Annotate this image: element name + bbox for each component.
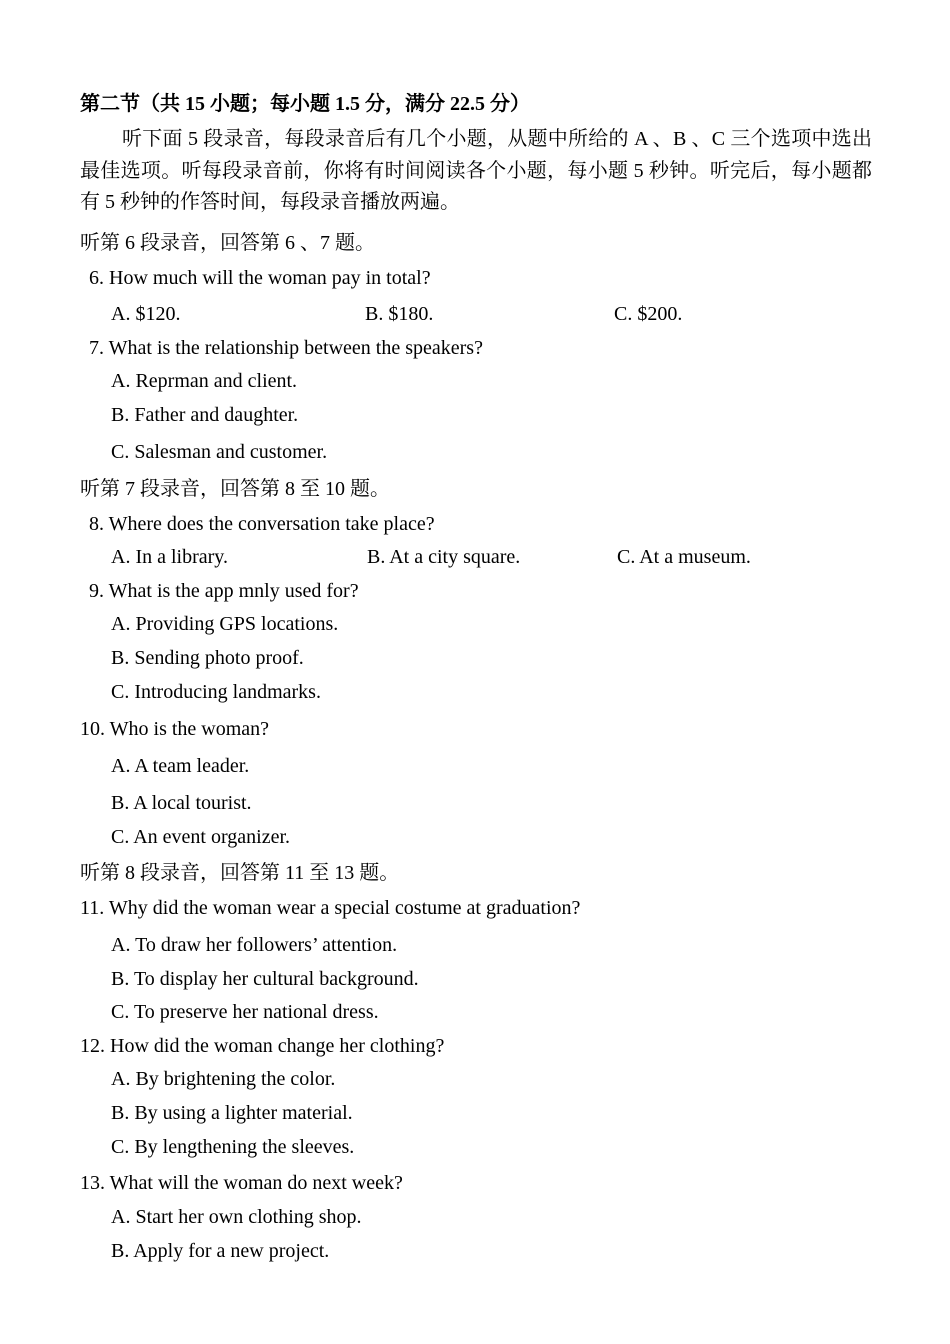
answer-option: B. Apply for a new project. — [111, 1240, 330, 1262]
passage-label: 听第 6 段录音，回答第 6 、7 题。 — [80, 232, 375, 254]
answer-option: B. At a city square. — [367, 546, 521, 568]
answer-option: A. To draw her followers’ attention. — [111, 934, 398, 956]
answer-option: B. By using a lighter material. — [111, 1102, 353, 1124]
answer-option: A. In a library. — [111, 546, 228, 568]
answer-option: C. Salesman and customer. — [111, 441, 328, 463]
question-stem: 10. Who is the woman? — [80, 718, 270, 740]
answer-option: B. Sending photo proof. — [111, 647, 304, 669]
answer-option: C. Introducing landmarks. — [111, 681, 321, 703]
question-stem: 11. Why did the woman wear a special costume at graduation? — [80, 897, 581, 919]
passage-label: 听第 7 段录音，回答第 8 至 10 题。 — [80, 478, 390, 500]
answer-option: A. A team leader. — [111, 755, 250, 777]
answer-option: A. By brightening the color. — [111, 1068, 336, 1090]
answer-option: B. $180. — [365, 303, 434, 325]
question-stem: 6. How much will the woman pay in total? — [89, 267, 431, 289]
answer-option: C. At a museum. — [617, 546, 751, 568]
answer-option: A. Start her own clothing shop. — [111, 1206, 362, 1228]
answer-option: C. An event organizer. — [111, 826, 291, 848]
question-stem: 8. Where does the conversation take place? — [89, 513, 435, 535]
question-stem: 9. What is the app mnly used for? — [89, 580, 359, 602]
answer-option: C. $200. — [614, 303, 683, 325]
answer-option: B. To display her cultural background. — [111, 968, 419, 990]
passage-label: 听第 8 段录音，回答第 11 至 13 题。 — [80, 862, 400, 884]
answer-option: C. To preserve her national dress. — [111, 1001, 379, 1023]
answer-option: C. By lengthening the sleeves. — [111, 1136, 355, 1158]
question-stem: 7. What is the relationship between the speakers? — [89, 337, 483, 359]
section-heading: 第二节（共 15 小题；每小题 1.5 分，满分 22.5 分） — [80, 93, 530, 115]
answer-option: B. A local tourist. — [111, 792, 252, 814]
answer-option: A. Providing GPS locations. — [111, 613, 339, 635]
answer-option: A. Reprman and client. — [111, 370, 298, 392]
answer-option: B. Father and daughter. — [111, 404, 299, 426]
section-instructions: 听下面 5 段录音，每段录音后有几个小题，从题中所给的 A 、B 、C 三个选项中选出最佳选项。听每段录音前，你将有时间阅读各个小题，每小题 5 秒钟。听完后，每小题都有 5 秒钟的作答时间，每段录音播放两遍。 — [80, 128, 872, 213]
question-stem: 13. What will the woman do next week? — [80, 1172, 403, 1194]
answer-option: A. $120. — [111, 303, 181, 325]
question-stem: 12. How did the woman change her clothing? — [80, 1035, 445, 1057]
